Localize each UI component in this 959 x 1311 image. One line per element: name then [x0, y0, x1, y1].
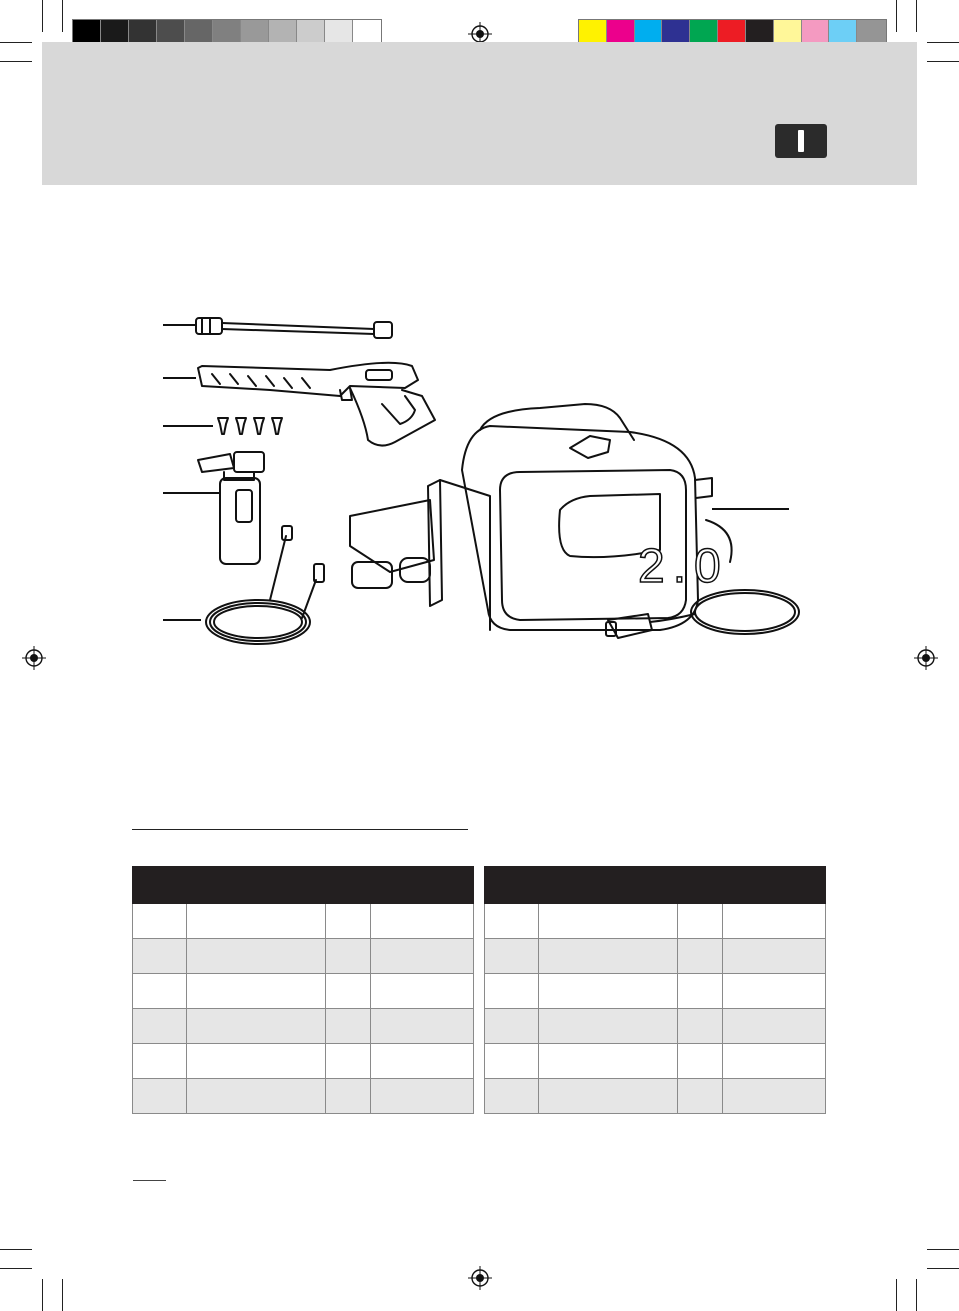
table-row [133, 904, 474, 939]
table-header-cell [133, 867, 187, 904]
crosshair-registration-icon [468, 1266, 492, 1290]
spec-table-right [484, 866, 826, 1114]
header-band [42, 42, 917, 185]
table-header-cell [485, 867, 539, 904]
extension-lance-icon [196, 318, 392, 338]
table-row [485, 904, 826, 939]
table-row [485, 1044, 826, 1079]
spec-table-left [132, 866, 474, 1114]
model-marking: 2.0 [638, 540, 729, 593]
table-row [485, 1079, 826, 1114]
table-header-cell [371, 867, 474, 904]
table-row [133, 1079, 474, 1114]
table-header-cell [678, 867, 723, 904]
table-row [485, 974, 826, 1009]
table-row [485, 939, 826, 974]
table-row [133, 939, 474, 974]
nozzle-set-icon [218, 418, 282, 434]
table-row [133, 1009, 474, 1044]
table-header-row [485, 867, 826, 904]
table-header-cell [723, 867, 826, 904]
table-header-cell [326, 867, 371, 904]
table-row [133, 1044, 474, 1079]
product-illustration [190, 300, 810, 680]
page-number-underline [133, 1180, 166, 1181]
table-row [485, 1009, 826, 1044]
table-header-row [133, 867, 474, 904]
table-header-cell [539, 867, 678, 904]
section-rule [132, 829, 468, 830]
section-tab-icon [775, 124, 827, 158]
spray-gun-icon [198, 363, 435, 446]
table-row [133, 974, 474, 1009]
foam-bottle-icon [198, 452, 264, 564]
high-pressure-hose-icon [206, 526, 324, 644]
table-header-cell [187, 867, 326, 904]
crosshair-registration-icon [914, 646, 938, 670]
crosshair-registration-icon [22, 646, 46, 670]
